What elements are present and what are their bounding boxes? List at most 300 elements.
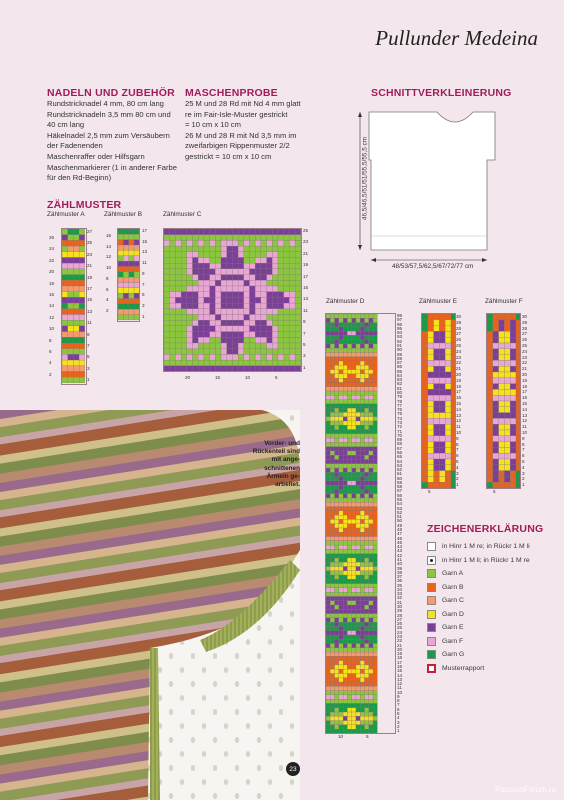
chart-c-cell bbox=[210, 229, 216, 235]
chart-d-cell bbox=[335, 537, 339, 541]
chart-e-cell bbox=[428, 459, 434, 465]
chart-d-cell bbox=[326, 348, 330, 352]
chart-c-cell bbox=[284, 332, 290, 338]
chart-c-cell bbox=[221, 360, 227, 366]
chart-d-cell bbox=[339, 652, 343, 656]
chart-c-cell bbox=[261, 275, 267, 281]
chart-e-cell bbox=[422, 407, 428, 413]
chart-d-cell bbox=[335, 361, 339, 365]
chart-d-cell bbox=[347, 725, 351, 729]
chart-d-cell bbox=[330, 708, 334, 712]
chart-a-cell bbox=[62, 343, 68, 349]
chart-d-cell bbox=[343, 404, 347, 408]
chart-f-cell bbox=[487, 355, 493, 361]
chart-d-row-number: 86 bbox=[397, 364, 403, 370]
chart-d-cell bbox=[335, 626, 339, 630]
chart-c-cell bbox=[170, 252, 176, 258]
chart-f-cell bbox=[504, 320, 510, 326]
chart-d-cell bbox=[330, 656, 334, 660]
chart-c-cell bbox=[250, 320, 256, 326]
chart-f-cell bbox=[516, 401, 520, 407]
chart-c-cell bbox=[250, 263, 256, 269]
chart-d-cell bbox=[356, 691, 360, 695]
chart-f-cell bbox=[510, 331, 516, 337]
chart-d-cell bbox=[339, 477, 343, 481]
chart-d-row-number: 83 bbox=[397, 377, 403, 383]
chart-d-cell bbox=[335, 408, 339, 412]
chart-f-cell bbox=[516, 372, 520, 378]
chart-d-cell bbox=[356, 695, 360, 699]
chart-e-cell bbox=[434, 401, 440, 407]
chart-d-cell bbox=[365, 519, 369, 523]
chart-d-cell bbox=[360, 442, 364, 446]
chart-d-cell bbox=[365, 635, 369, 639]
chart-d-row-number: 84 bbox=[397, 372, 403, 378]
chart-b-cell bbox=[123, 234, 128, 239]
chart-d-cell bbox=[352, 601, 356, 605]
chart-f-cell bbox=[510, 476, 516, 482]
chart-c-cell bbox=[210, 269, 216, 275]
chart-f-cell bbox=[493, 314, 499, 320]
chart-c-cell bbox=[267, 258, 273, 264]
chart-d-cell bbox=[343, 579, 347, 583]
chart-d-cell bbox=[369, 631, 373, 635]
chart-d-cell bbox=[356, 387, 360, 391]
chart-d-row-number: 63 bbox=[397, 462, 403, 468]
chart-c-cell bbox=[272, 263, 278, 269]
chart-b-cell bbox=[118, 245, 123, 250]
chart-d-cell bbox=[343, 712, 347, 716]
chart-c-cell bbox=[215, 366, 221, 371]
chart-a-cell bbox=[73, 332, 79, 338]
chart-f-cell bbox=[487, 326, 493, 332]
chart-d-cell bbox=[339, 528, 343, 532]
chart-a-cell bbox=[62, 303, 68, 309]
chart-f-cell bbox=[516, 436, 520, 442]
chart-d-cell bbox=[330, 579, 334, 583]
chart-f-cell bbox=[487, 447, 493, 453]
chart-c-cell bbox=[278, 252, 284, 258]
chart-d-cell bbox=[347, 434, 351, 438]
chart-c-cell bbox=[187, 240, 193, 246]
chart-e-cell bbox=[434, 360, 440, 366]
nadeln-line: der Fadenenden bbox=[47, 141, 103, 151]
chart-e-cell bbox=[422, 459, 428, 465]
chart-d-cell bbox=[347, 562, 351, 566]
chart-e-cell bbox=[451, 384, 455, 390]
chart-d-cell bbox=[343, 519, 347, 523]
chart-c-cell bbox=[244, 235, 250, 241]
chart-d-cell bbox=[373, 331, 377, 335]
chart-d-cell bbox=[360, 361, 364, 365]
chart-d-cell bbox=[326, 674, 330, 678]
chart-d-cell bbox=[352, 686, 356, 690]
chart-d-cell bbox=[339, 588, 343, 592]
chart-c-row-number: 11 bbox=[303, 307, 308, 313]
maschenprobe-line: 26 M und 28 R mit Nd 3,5 mm im bbox=[185, 130, 297, 140]
chart-c-cell bbox=[198, 315, 204, 321]
chart-f-cell bbox=[516, 366, 520, 372]
chart-d-cell bbox=[335, 528, 339, 532]
chart-c-cell bbox=[255, 292, 261, 298]
chart-d-cell bbox=[347, 622, 351, 626]
chart-c-cell bbox=[250, 269, 256, 275]
chart-d-cell bbox=[343, 695, 347, 699]
chart-d-cell bbox=[343, 502, 347, 506]
chart-d-row-number: 78 bbox=[397, 398, 403, 404]
chart-d-cell bbox=[365, 549, 369, 553]
chart-b-cell bbox=[118, 315, 123, 320]
chart-c-cell bbox=[227, 275, 233, 281]
chart-d-cell bbox=[335, 601, 339, 605]
chart-f-cell bbox=[499, 436, 505, 442]
chart-e-cell bbox=[451, 476, 455, 482]
chart-c-cell bbox=[164, 320, 170, 326]
chart-c-cell bbox=[227, 269, 233, 275]
chart-d-row-number: 72 bbox=[397, 424, 403, 430]
chart-d-cell bbox=[369, 656, 373, 660]
chart-d-cell bbox=[360, 575, 364, 579]
chart-d-cell bbox=[335, 344, 339, 348]
chart-d-cell bbox=[356, 327, 360, 331]
chart-c-cell bbox=[238, 263, 244, 269]
chart-c-cell bbox=[227, 258, 233, 264]
chart-c-cell bbox=[175, 349, 181, 355]
chart-b-cell bbox=[129, 309, 134, 314]
chart-d-cell bbox=[339, 579, 343, 583]
chart-d-cell bbox=[352, 558, 356, 562]
chart-e-cell bbox=[434, 378, 440, 384]
chart-c-cell bbox=[170, 360, 176, 366]
chart-c-cell bbox=[198, 309, 204, 315]
chart-d-cell bbox=[352, 323, 356, 327]
chart-f-row-number: 3 bbox=[522, 470, 525, 476]
chart-d-cell bbox=[365, 314, 369, 318]
chart-f-row-number: 18 bbox=[522, 383, 528, 389]
chart-e-cell bbox=[428, 389, 434, 395]
chart-d-cell bbox=[356, 618, 360, 622]
chart-d-cell bbox=[356, 614, 360, 618]
chart-d-cell bbox=[347, 489, 351, 493]
chart-c-cell bbox=[198, 360, 204, 366]
chart-d-cell bbox=[356, 451, 360, 455]
chart-d-cell bbox=[347, 502, 351, 506]
chart-d-row-number: 70 bbox=[397, 432, 403, 438]
chart-d-cell bbox=[369, 455, 373, 459]
legend-label: Garn F bbox=[442, 637, 464, 645]
chart-b-cell bbox=[123, 309, 128, 314]
chart-d-cell bbox=[356, 408, 360, 412]
chart-f-cell bbox=[510, 314, 516, 320]
chart-a-cell bbox=[73, 240, 79, 246]
chart-f-cell bbox=[493, 436, 499, 442]
chart-b-cell bbox=[129, 315, 134, 320]
chart-f-cell bbox=[516, 360, 520, 366]
chart-f-cell bbox=[510, 349, 516, 355]
chart-c-cell bbox=[278, 240, 284, 246]
chart-c-cell bbox=[187, 366, 193, 371]
chart-c-cell bbox=[204, 235, 210, 241]
chart-d-cell bbox=[369, 584, 373, 588]
chart-d-row-number: 89 bbox=[397, 351, 403, 357]
chart-c-cell bbox=[170, 240, 176, 246]
chart-c-cell bbox=[250, 258, 256, 264]
chart-d-cell bbox=[330, 455, 334, 459]
chart-e-cell bbox=[451, 366, 455, 372]
chart-d-cell bbox=[335, 477, 339, 481]
chart-e-cell bbox=[445, 372, 451, 378]
chart-f-cell bbox=[499, 465, 505, 471]
chart-d-cell bbox=[343, 639, 347, 643]
chart-c-cell bbox=[272, 320, 278, 326]
chart-d-cell bbox=[330, 464, 334, 468]
chart-c-cell bbox=[244, 349, 250, 355]
chart-d-cell bbox=[369, 502, 373, 506]
chart-d-cell bbox=[347, 455, 351, 459]
chart-d-cell bbox=[326, 554, 330, 558]
chart-e-row-number: 16 bbox=[456, 395, 462, 401]
chart-d-row-number: 15 bbox=[397, 668, 403, 674]
chart-d-cell bbox=[326, 639, 330, 643]
chart-f-cell bbox=[493, 476, 499, 482]
chart-c-cell bbox=[221, 332, 227, 338]
chart-d-cell bbox=[326, 365, 330, 369]
chart-c-cell bbox=[284, 240, 290, 246]
chart-d-cell bbox=[360, 404, 364, 408]
chart-c-cell bbox=[210, 286, 216, 292]
schnitt-heading: SCHNITTVERKLEINERUNG bbox=[371, 87, 512, 99]
chart-d-cell bbox=[373, 417, 377, 421]
chart-d-cell bbox=[373, 472, 377, 476]
chart-e-cell bbox=[428, 442, 434, 448]
chart-d-cell bbox=[373, 408, 377, 412]
chart-a-cell bbox=[79, 297, 85, 303]
chart-d-cell bbox=[352, 729, 356, 733]
chart-d-cell bbox=[339, 631, 343, 635]
chart-d-cell bbox=[326, 579, 330, 583]
chart-c-cell bbox=[232, 269, 238, 275]
chart-d-cell bbox=[347, 545, 351, 549]
chart-a-row-number: 3 bbox=[87, 365, 90, 371]
chart-d-cell bbox=[330, 674, 334, 678]
chart-d-cell bbox=[330, 374, 334, 378]
chart-d-cell bbox=[330, 519, 334, 523]
chart-d-cell bbox=[352, 639, 356, 643]
chart-d-cell bbox=[347, 327, 351, 331]
chart-c-cell bbox=[244, 303, 250, 309]
chart-c-cell bbox=[187, 360, 193, 366]
chart-d-cell bbox=[365, 614, 369, 618]
chart-c-cell bbox=[255, 286, 261, 292]
chart-d-cell bbox=[339, 605, 343, 609]
legend-item bbox=[427, 621, 530, 635]
chart-c-cell bbox=[170, 246, 176, 252]
chart-d-cell bbox=[360, 558, 364, 562]
chart-c bbox=[163, 228, 302, 372]
chart-e-cell bbox=[428, 430, 434, 436]
chart-f-cell bbox=[516, 326, 520, 332]
chart-d-cell bbox=[339, 635, 343, 639]
chart-c-cell bbox=[210, 246, 216, 252]
chart-d-row-number: 45 bbox=[397, 539, 403, 545]
chart-d-cell bbox=[335, 708, 339, 712]
chart-c-cell bbox=[210, 309, 216, 315]
chart-b-cell bbox=[134, 272, 139, 277]
chart-d-cell bbox=[343, 644, 347, 648]
chart-d-cell bbox=[330, 644, 334, 648]
chart-d-cell bbox=[352, 674, 356, 678]
chart-d-cell bbox=[343, 656, 347, 660]
chart-c-cell bbox=[164, 315, 170, 321]
chart-d-cell bbox=[339, 318, 343, 322]
chart-d-cell bbox=[356, 489, 360, 493]
chart-c-cell bbox=[193, 246, 199, 252]
chart-c-cell bbox=[187, 246, 193, 252]
maschenprobe-line: re im Fair-Isle-Muster gestrickt bbox=[185, 109, 288, 119]
chart-e-cell bbox=[451, 413, 455, 419]
chart-a-cell bbox=[73, 315, 79, 321]
chart-d-cell bbox=[326, 588, 330, 592]
chart-d-cell bbox=[365, 485, 369, 489]
chart-d-cell bbox=[339, 340, 343, 344]
chart-c-cell bbox=[284, 354, 290, 360]
chart-d-cell bbox=[339, 618, 343, 622]
chart-f-row-number: 14 bbox=[522, 406, 528, 412]
chart-d-cell bbox=[360, 468, 364, 472]
chart-c-row-number: 21 bbox=[303, 250, 309, 256]
chart-d-cell bbox=[335, 609, 339, 613]
chart-c-cell bbox=[181, 360, 187, 366]
chart-f-cell bbox=[499, 378, 505, 384]
chart-d-cell bbox=[356, 507, 360, 511]
chart-d-cell bbox=[335, 430, 339, 434]
chart-d-cell bbox=[339, 412, 343, 416]
chart-e-cell bbox=[451, 395, 455, 401]
chart-d-cell bbox=[347, 592, 351, 596]
chart-c-cell bbox=[204, 303, 210, 309]
chart-d-cell bbox=[352, 335, 356, 339]
chart-d-cell bbox=[369, 682, 373, 686]
chart-d-cell bbox=[365, 434, 369, 438]
chart-c-cell bbox=[261, 360, 267, 366]
chart-c-cell bbox=[232, 297, 238, 303]
chart-d-cell bbox=[326, 537, 330, 541]
legend bbox=[427, 540, 530, 675]
chart-f-cell bbox=[510, 407, 516, 413]
chart-d-cell bbox=[347, 532, 351, 536]
chart-d-cell bbox=[365, 648, 369, 652]
chart-d-cell bbox=[335, 425, 339, 429]
chart-d-cell bbox=[373, 340, 377, 344]
chart-d-cell bbox=[356, 378, 360, 382]
chart-d-cell bbox=[326, 408, 330, 412]
legend-swatch bbox=[427, 610, 436, 619]
chart-d-cell bbox=[373, 374, 377, 378]
chart-f-cell bbox=[510, 384, 516, 390]
chart-d-cell bbox=[365, 331, 369, 335]
chart-d-cell bbox=[343, 412, 347, 416]
chart-e-cell bbox=[445, 459, 451, 465]
chart-c-cell bbox=[261, 332, 267, 338]
chart-e-cell bbox=[439, 407, 445, 413]
chart-c-cell bbox=[170, 263, 176, 269]
chart-d-cell bbox=[347, 485, 351, 489]
chart-b-cell bbox=[123, 277, 128, 282]
chart-d-cell bbox=[335, 635, 339, 639]
chart-f-cell bbox=[499, 366, 505, 372]
chart-c-cell bbox=[181, 343, 187, 349]
chart-c-cell bbox=[289, 349, 295, 355]
chart-d-cell bbox=[339, 626, 343, 630]
chart-f-cell bbox=[487, 436, 493, 442]
chart-f-col-number: 5 bbox=[493, 489, 496, 494]
chart-d-row-number: 54 bbox=[397, 501, 403, 507]
chart-d-row-number: 60 bbox=[397, 475, 403, 481]
chart-c-cell bbox=[198, 343, 204, 349]
chart-d-cell bbox=[335, 519, 339, 523]
chart-d-cell bbox=[369, 567, 373, 571]
chart-e-cell bbox=[434, 436, 440, 442]
chart-d-cell bbox=[330, 725, 334, 729]
chart-c-cell bbox=[289, 326, 295, 332]
chart-c-cell bbox=[295, 297, 301, 303]
chart-c-cell bbox=[170, 309, 176, 315]
chart-d-cell bbox=[356, 712, 360, 716]
chart-c-cell bbox=[193, 263, 199, 269]
chart-d-cell bbox=[360, 515, 364, 519]
chart-d-cell bbox=[352, 545, 356, 549]
chart-f-cell bbox=[487, 331, 493, 337]
chart-d-cell bbox=[339, 614, 343, 618]
chart-d-cell bbox=[330, 485, 334, 489]
chart-d-cell bbox=[352, 451, 356, 455]
chart-d-cell bbox=[356, 417, 360, 421]
chart-b-cell bbox=[118, 229, 123, 234]
chart-d-cell bbox=[339, 447, 343, 451]
chart-e-cell bbox=[451, 447, 455, 453]
chart-d-cell bbox=[330, 412, 334, 416]
chart-d-cell bbox=[343, 686, 347, 690]
chart-d bbox=[325, 313, 396, 734]
chart-c-cell bbox=[232, 275, 238, 281]
chart-d-cell bbox=[365, 596, 369, 600]
chart-c-cell bbox=[295, 263, 301, 269]
chart-c-cell bbox=[170, 315, 176, 321]
chart-d-cell bbox=[330, 382, 334, 386]
chart-c-cell bbox=[175, 258, 181, 264]
chart-c-cell bbox=[295, 275, 301, 281]
chart-d-cell bbox=[343, 721, 347, 725]
chart-f-cell bbox=[510, 471, 516, 477]
chart-d-row-number: 16 bbox=[397, 663, 403, 669]
chart-d-cell bbox=[347, 669, 351, 673]
chart-a-cell bbox=[62, 229, 68, 235]
chart-e-cell bbox=[428, 378, 434, 384]
chart-c-cell bbox=[289, 258, 295, 264]
chart-d-cell bbox=[339, 665, 343, 669]
chart-d-cell bbox=[369, 378, 373, 382]
chart-e-cell bbox=[428, 436, 434, 442]
chart-e-cell bbox=[445, 343, 451, 349]
chart-f-cell bbox=[504, 343, 510, 349]
chart-d-cell bbox=[343, 327, 347, 331]
chart-d-cell bbox=[369, 678, 373, 682]
chart-c-cell bbox=[193, 280, 199, 286]
chart-d-cell bbox=[330, 618, 334, 622]
chart-c-cell bbox=[193, 354, 199, 360]
chart-c-cell bbox=[227, 252, 233, 258]
chart-c-cell bbox=[295, 240, 301, 246]
